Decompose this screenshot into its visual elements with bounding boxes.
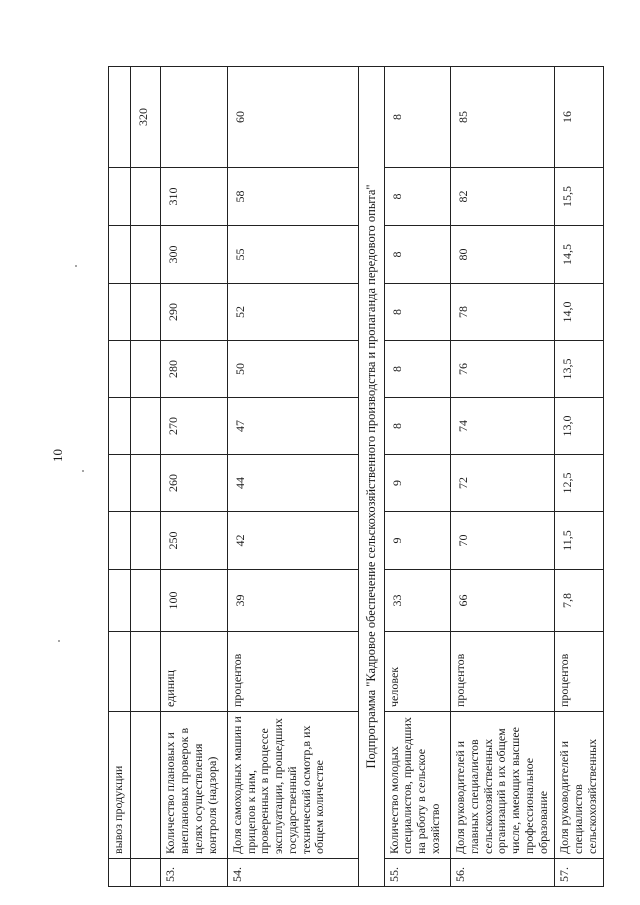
value-cell [109,168,131,226]
row-number: 56. [451,859,555,887]
value-cell: 7,8 [555,570,604,632]
value-cell: 270 [161,398,227,455]
table-row [131,67,161,887]
value-cell: 14,5 [555,226,604,284]
row-number: 55. [384,859,450,887]
value-cell: 14,0 [555,284,604,341]
unit-cell: человек [384,632,450,712]
value-cell: 300 [161,226,227,284]
unit-cell [109,632,131,712]
section-row [358,67,384,887]
scan-speck [58,640,60,642]
value-cell: 320 [131,67,161,168]
unit-cell: процентов [227,632,358,712]
value-cell: 280 [161,341,227,398]
value-cell: 72 [451,455,555,512]
row-number: 54. [227,859,358,887]
indicators-table [108,66,604,887]
value-cell [109,226,131,284]
value-cell [131,226,161,284]
value-cell: 66 [451,570,555,632]
value-cell: 9 [384,455,450,512]
indicator-name: Количество молодых специалистов, пришедших на работу в сельское хозяйство [384,712,450,859]
value-cell [131,284,161,341]
value-cell [109,455,131,512]
value-cell [131,512,161,570]
value-cell: 60 [227,67,358,168]
table-row [109,67,131,887]
indicator-name [131,712,161,859]
value-cell [131,398,161,455]
table-row [555,67,604,887]
rotated-page [108,67,604,887]
value-cell: 52 [227,284,358,341]
value-cell [109,67,131,168]
row-number: 57. [555,859,604,887]
indicator-name: Доля самоходных машин и прицепов к ним, проверенных в процессе эксплуатации, прошедших государственный технический осмотр,в их общем количестве [227,712,358,859]
value-cell: 58 [227,168,358,226]
row-number [109,859,131,887]
value-cell: 70 [451,512,555,570]
unit-cell [131,632,161,712]
row-number: 53. [161,859,227,887]
value-cell: 8 [384,284,450,341]
value-cell: 80 [451,226,555,284]
value-cell: 16 [555,67,604,168]
page-number: 10 [50,449,65,462]
unit-cell: единиц [161,632,227,712]
indicator-name: Доля руководителей и главных специалистов сельскохозяйственных организаций в их общем числе, имеющих высшее профессиональное образование [451,712,555,859]
value-cell: 11,5 [555,512,604,570]
scan-speck [75,265,77,267]
value-cell: 8 [384,67,450,168]
table-row [451,67,555,887]
value-cell [131,570,161,632]
value-cell [131,168,161,226]
indicator-name: вывоз продукции [109,712,131,859]
value-cell: 47 [227,398,358,455]
value-cell: 33 [384,570,450,632]
value-cell: 8 [384,168,450,226]
value-cell [131,341,161,398]
indicator-name: Доля руководителей и специалистов сельскохозяйственных [555,712,604,859]
value-cell: 290 [161,284,227,341]
value-cell [109,512,131,570]
table-row [384,67,450,887]
section-title: Подпрограмма "Кадровое обеспечение сельскохозяйственного производства и пропаганда передового опыта" [358,67,384,887]
value-cell: 260 [161,455,227,512]
value-cell: 74 [451,398,555,455]
value-cell: 9 [384,512,450,570]
value-cell: 78 [451,284,555,341]
value-cell: 310 [161,168,227,226]
value-cell: 13,5 [555,341,604,398]
value-cell: 15,5 [555,168,604,226]
table-row [161,67,227,887]
value-cell: 82 [451,168,555,226]
value-cell: 8 [384,226,450,284]
value-cell [131,455,161,512]
value-cell [109,284,131,341]
value-cell [109,570,131,632]
row-number [131,859,161,887]
value-cell: 13,0 [555,398,604,455]
value-cell: 39 [227,570,358,632]
table-row [227,67,358,887]
value-cell [109,341,131,398]
value-cell: 8 [384,341,450,398]
value-cell: 50 [227,341,358,398]
scan-speck [82,470,84,472]
unit-cell: процентов [451,632,555,712]
value-cell: 55 [227,226,358,284]
value-cell: 42 [227,512,358,570]
value-cell [109,398,131,455]
value-cell: 44 [227,455,358,512]
value-cell: 85 [451,67,555,168]
indicator-name: Количество плановых и внеплановых проверок в целях осуществления контроля (надзора) [161,712,227,859]
value-cell: 100 [161,570,227,632]
value-cell: 250 [161,512,227,570]
unit-cell: процентов [555,632,604,712]
value-cell: 76 [451,341,555,398]
value-cell [161,67,227,168]
value-cell: 8 [384,398,450,455]
value-cell: 12,5 [555,455,604,512]
